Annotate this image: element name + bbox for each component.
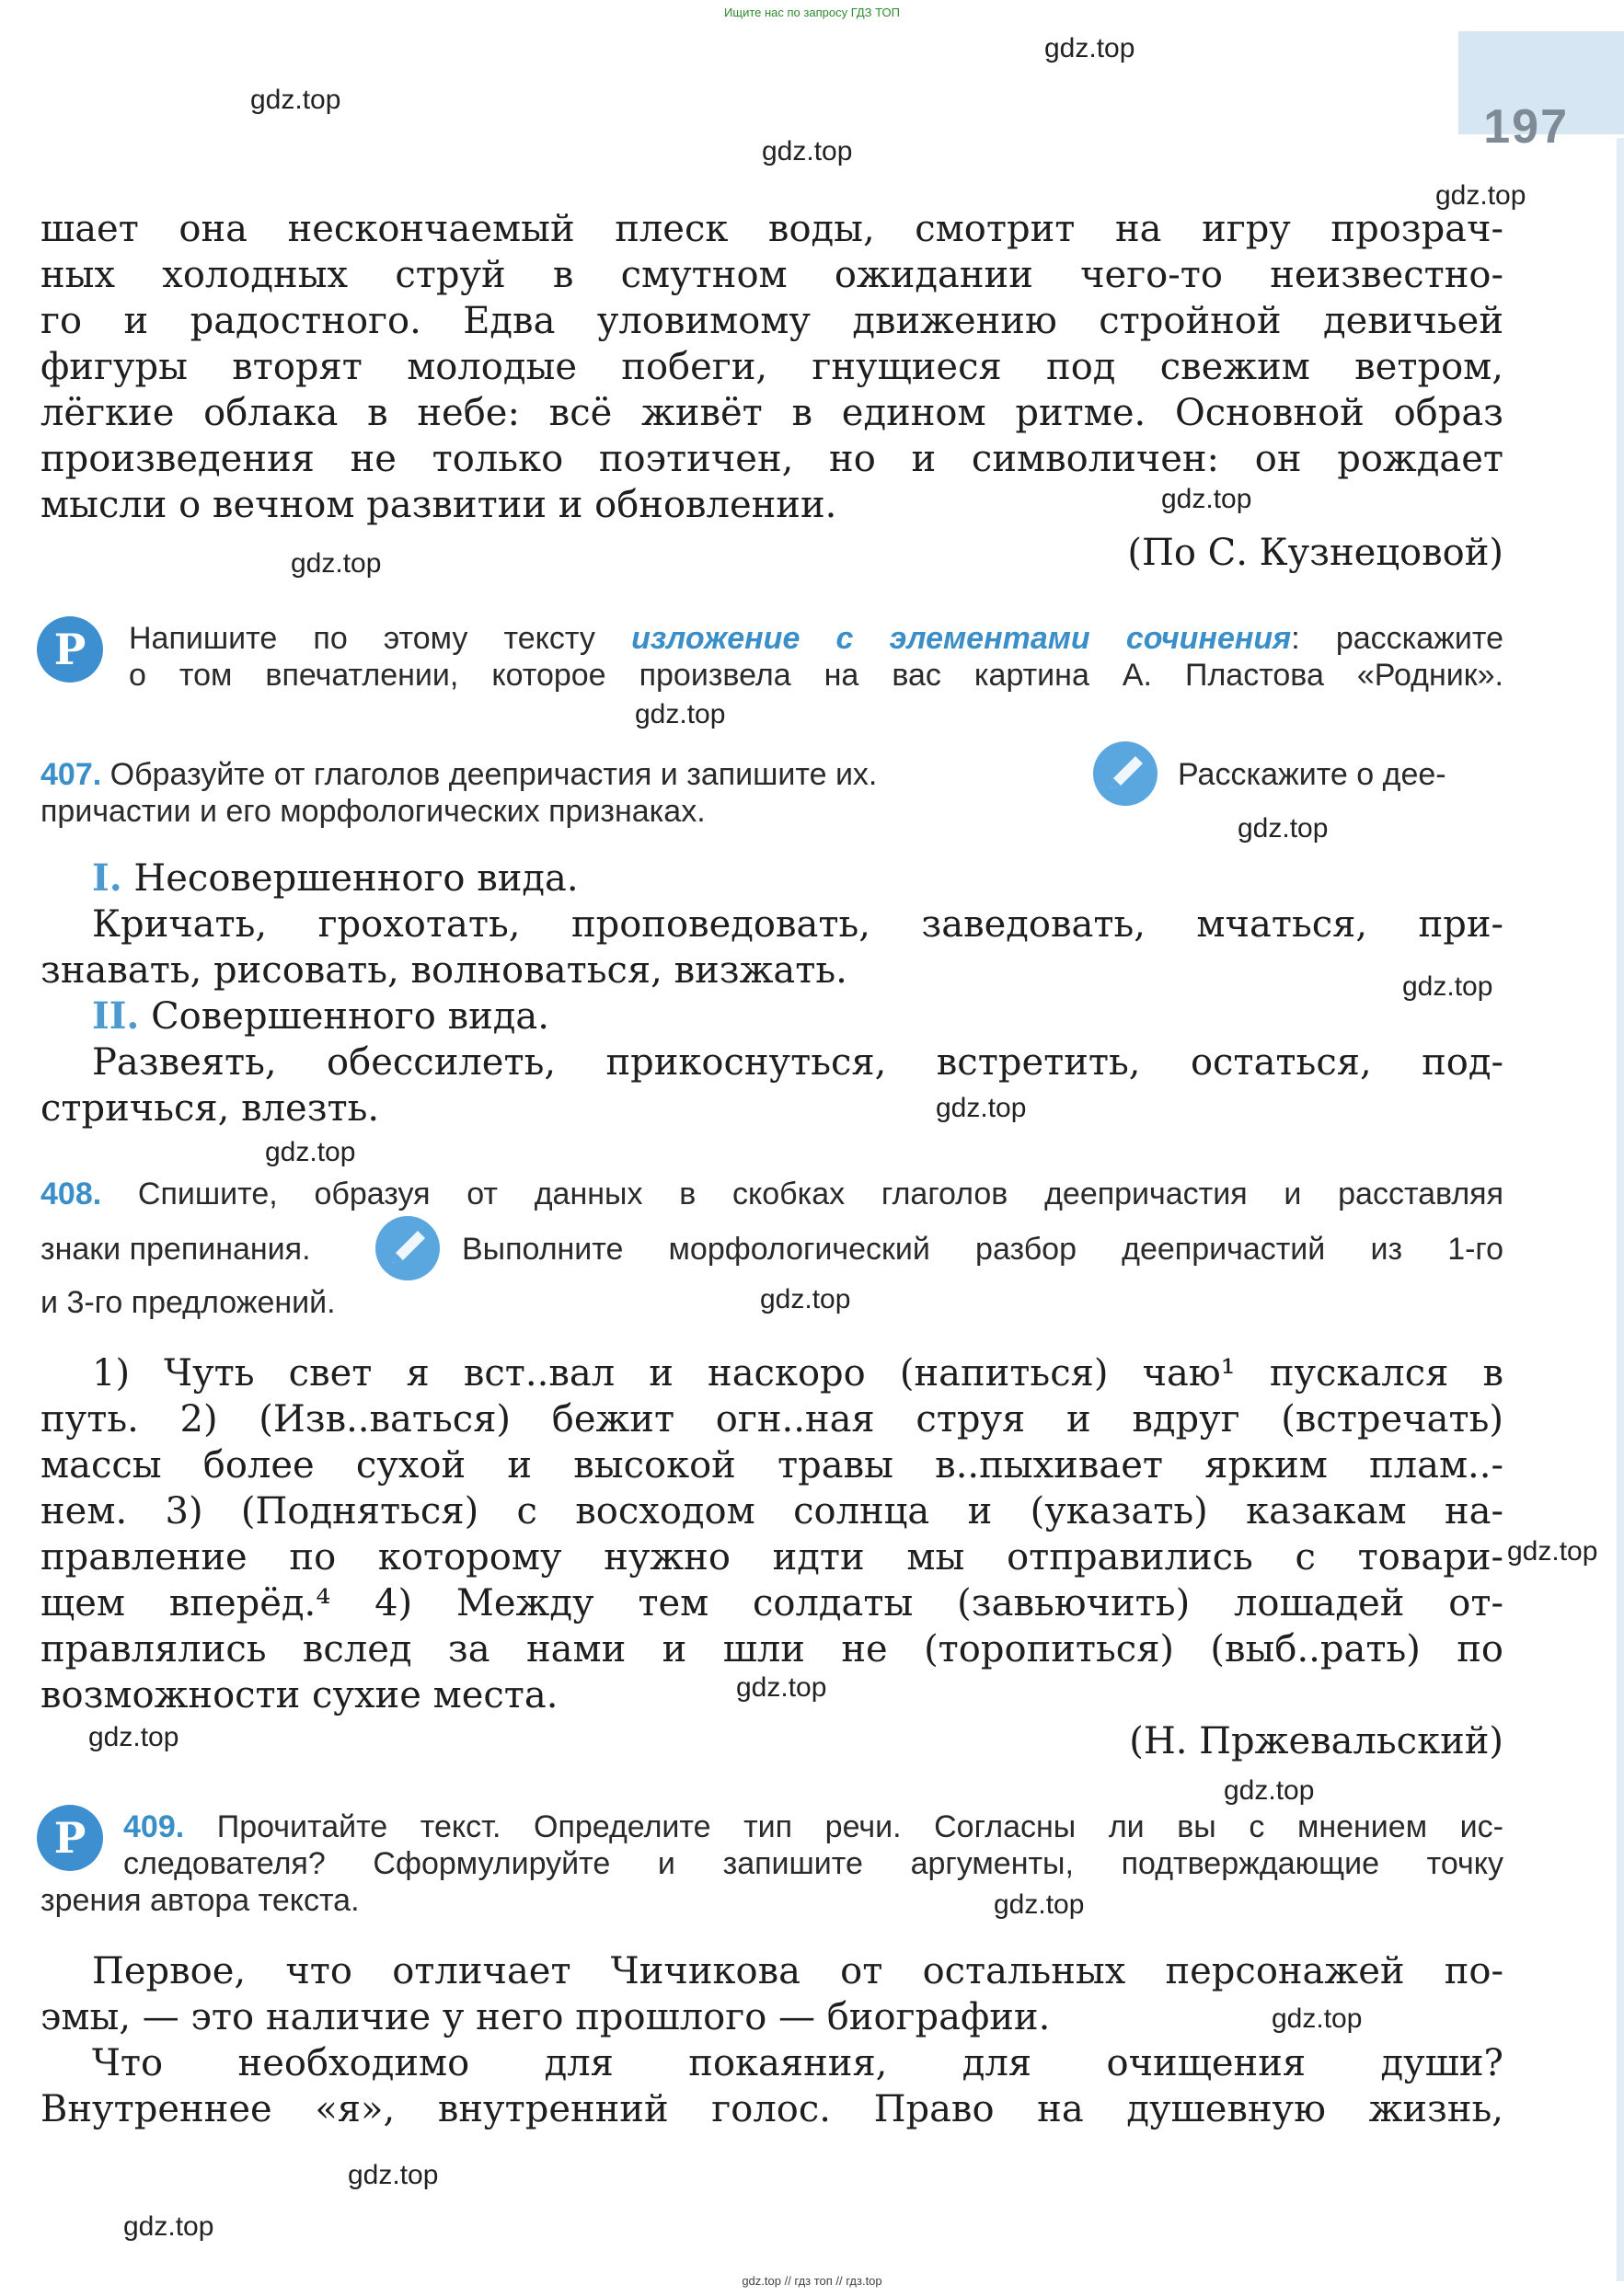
exercise-number: 408. [40,1177,102,1211]
watermark: gdz.top [250,85,341,115]
exercise-408-text-line: массы более сухой и высокой травы в..пыхивает ярким плам..- [40,1444,1503,1487]
watermark: gdz.top [1224,1775,1315,1806]
exercise-408-line1: 408. Спишите, образуя от данных в скобках глаголов деепричастия и расставляя [40,1177,1503,1211]
exercise-409-line3: зрения автора текста. [40,1883,360,1918]
exercise-408-author: (Н. Пржевальский) [1129,1720,1503,1762]
watermark: gdz.top [123,2211,214,2242]
exercise-408-line3: и 3-го предложений. [40,1285,336,1320]
watermark: gdz.top [1402,971,1493,1002]
watermark: gdz.top [1272,2003,1363,2034]
exercise-407-line2: причастии и его морфологических признаках. [40,794,706,829]
watermark: gdz.top [265,1137,356,1167]
passage-line: лёгкие облака в небе: всё живёт в едином ритме. Основной образ [40,392,1503,434]
task-highlight: изложение с элементами сочинения [631,621,1292,656]
word-list-line: Кричать, грохотать, проповедовать, заведовать, мчаться, при- [92,903,1503,946]
task-instruction: Напишите по этому тексту изложение с элементами сочинения: расскажите [129,621,1504,656]
footer-note: gdz.top // гдз топ // гдз.top [742,2274,882,2288]
exercise-409-text-line: Что необходимо для покаяния, для очищения души? [92,2042,1503,2084]
exercise-408-line2b: Выполните морфологический разбор деепричастий из 1-го [462,1232,1503,1267]
exercise-409-text-line: Внутреннее «я», внутренний голос. Право на душевную жизнь, [40,2088,1503,2130]
pencil-icon [375,1216,440,1280]
exercise-407-line1b: Расскажите о дее- [1178,757,1446,792]
watermark: gdz.top [936,1093,1027,1123]
passage-line: произведения не только поэтичен, но и символичен: он рождает [40,438,1503,480]
passage-line: мысли о вечном развитии и обновлении. [40,484,837,526]
exercise-408-text-line: правление по которому нужно идти мы отправились с товари- [40,1536,1503,1578]
watermark: gdz.top [1044,33,1135,63]
exercise-409-line2: следователя? Сформулируйте и запишите аргументы, подтверждающие точку [123,1846,1503,1881]
watermark: gdz.top [348,2160,439,2190]
word-list-line: знавать, рисовать, волноваться, визжать. [40,949,847,992]
part-label: II. [92,994,140,1038]
exercise-408-text-line: нем. 3) (Подняться) с восходом солнца и (указать) казакам на- [40,1490,1503,1533]
watermark: gdz.top [1507,1536,1598,1567]
passage-line: ных холодных струй в смутном ожидании чего-то неизвестно- [40,254,1503,296]
watermark: gdz.top [994,1889,1085,1920]
passage-line: фигуры вторят молодые побеги, гнущиеся под свежим ветром, [40,346,1503,388]
part-label: I. [92,856,122,900]
exercise-409-text-line: эмы, — это наличие у него прошлого — биографии. [40,1996,1051,2038]
watermark: gdz.top [736,1672,827,1703]
page-number: 197 [1483,100,1569,154]
watermark: gdz.top [291,548,382,579]
passage-line: шает она нескончаемый плеск воды, смотрит на игру прозрач- [40,208,1503,250]
p-badge-icon: Р [37,1805,103,1871]
watermark: gdz.top [762,136,853,166]
watermark: gdz.top [1238,813,1329,844]
word-list-line: Развеять, обессилеть, прикоснуться, встретить, остаться, под- [92,1041,1503,1084]
watermark: gdz.top [635,699,726,729]
word-list-line: стричься, влезть. [40,1087,380,1130]
task-instruction-line: о том впечатлении, которое произвела на вас картина А. Пластова «Родник». [129,658,1503,693]
exercise-409-line1: 409. Прочитайте текст. Определите тип речи. Согласны ли вы с мнением ис- [123,1809,1503,1844]
watermark: gdz.top [760,1284,851,1314]
p-badge-icon: Р [37,616,103,683]
exercise-408-text-line: щем вперёд.⁴ 4) Между тем солдаты (завьючить) лошадей от- [40,1582,1503,1624]
exercise-408-line2a: знаки препинания. [40,1232,311,1267]
exercise-408-text-line: возможности сухие места. [40,1674,559,1716]
part-2-heading: II. Совершенного вида. [92,994,549,1038]
passage-author: (По С. Кузнецовой) [1127,532,1503,574]
exercise-408-text-line: 1) Чуть свет я вст..вал и наскоро (напиться) чаю¹ пускался в [92,1352,1503,1395]
watermark: gdz.top [1435,180,1526,211]
watermark: gdz.top [1161,484,1252,514]
passage-line: го и радостного. Едва уловимому движению стройной девичьей [40,300,1503,342]
page-edge [1617,138,1624,2281]
exercise-number: 407. [40,757,102,792]
watermark: gdz.top [88,1722,179,1752]
exercise-408-text-line: правлялись вслед за нами и шли не (торопиться) (выб..рать) по [40,1628,1503,1670]
exercise-408-text-line: путь. 2) (Изв..ваться) бежит огн..ная струя и вдруг (встречать) [40,1398,1503,1441]
part-1-heading: I. Несовершенного вида. [92,856,579,900]
exercise-number: 409. [123,1809,185,1844]
exercise-407-line1: 407. Образуйте от глаголов деепричастия и запишите их. [40,757,878,792]
top-note: Ищите нас по запросу ГДЗ ТОП [724,6,900,19]
exercise-409-text-line: Первое, что отличает Чичикова от остальных персонажей по- [92,1950,1503,1992]
